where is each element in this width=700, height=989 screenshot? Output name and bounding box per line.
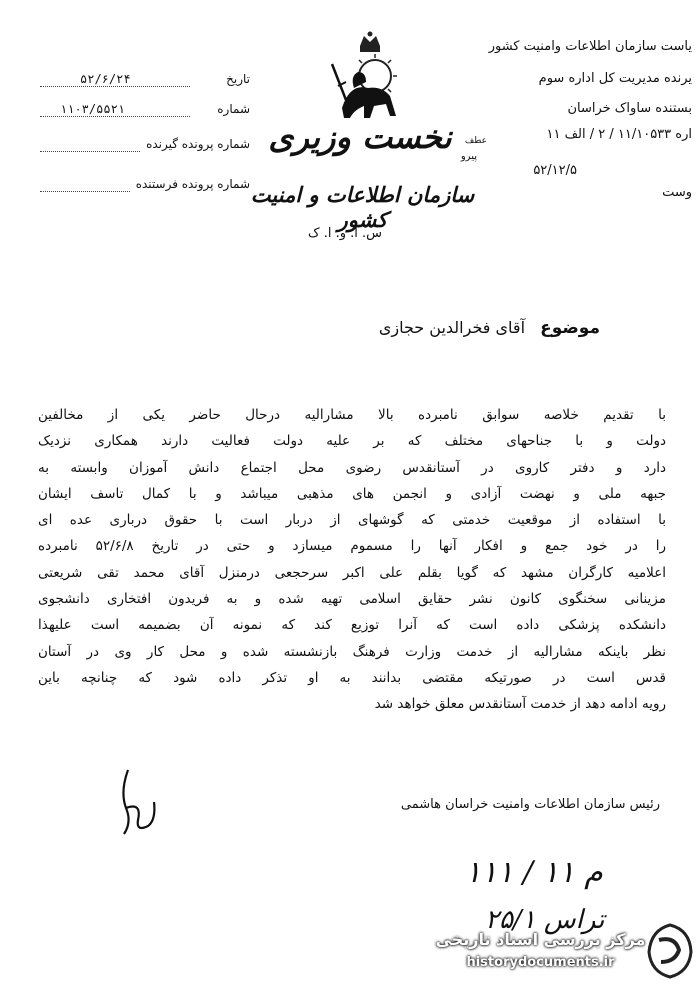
body-line: دولت و با جناحهای مختلف که بر علیه دولت فعالیت دارند همکاری نزدیک <box>38 433 666 450</box>
receiver-file-label: شماره پرونده گیرنده <box>146 137 250 151</box>
body-line: رویه ادامه دهد از خدمت آستانقدس معلق خواهد شد <box>374 696 666 713</box>
reference-block <box>40 72 250 202</box>
body-line: با تقدیم خلاصه سوابق نامبرده بالا مشارالیه درحال حاضر یکی از مخالفین <box>38 407 666 423</box>
body-line: نظر باینکه مشارالیه از خدمت وزارت فرهنگ بازنشسته شده و محل کار وی در آستان <box>38 643 666 660</box>
body-line: را در خود جمع و افکار آنها را مسموم میسازد و حتی در تاریخ ۵۲/۶/۸ نامبرده <box>38 538 666 555</box>
header-line-5-label: وست <box>662 185 692 200</box>
header-line-1: یاست سازمان اطلاعات وامنیت کشور <box>488 39 692 54</box>
subject-text: آقای فخرالدین حجازی <box>378 318 526 337</box>
header-line-2: یرنده مدیریت کل اداره سوم <box>538 71 692 86</box>
organization-code: س. ا. و. ا. ک <box>307 226 383 241</box>
sender-file-label: شماره پرونده فرستنده <box>135 177 250 191</box>
header-note-peyro: پیرو <box>460 151 477 162</box>
subject-label: موضوع <box>540 318 600 338</box>
watermark-logo-icon <box>645 922 695 980</box>
body-line: جبهه ملی و نهضت آزادی و انجمن های مذهبی میباشد و با کمال تاسف ایشان <box>38 485 666 502</box>
number-row <box>40 102 250 120</box>
subject-line <box>100 318 600 338</box>
handwritten-note-bottom-text: ۲۵/۱ تراس <box>485 905 605 935</box>
ministry-title: نخست وزیری <box>268 118 452 156</box>
organization-title: سازمان اطلاعات و امنیت کشور <box>250 182 475 232</box>
header-note-atf: عطف <box>464 136 487 146</box>
header-line-3: بستنده ساواک خراسان <box>567 101 692 116</box>
header-line-4: اره ۱۱/۱۰۵۳۳ / ۲ / الف ۱۱ <box>546 127 692 142</box>
handwritten-note-top <box>465 855 625 905</box>
body-line: قدس است در صورتیکه مقتضی بدانند به او تذکر داده شود که چنانچه باین <box>38 669 666 686</box>
watermark-title: مرکز بررسی اسناد تاریخی <box>435 930 646 949</box>
sender-row <box>40 177 250 195</box>
watermark-url: historydocuments.ir <box>466 955 615 970</box>
handwritten-note-top-text: ۱۱۱ / ۱۱ م <box>465 855 603 890</box>
handwritten-signature <box>98 762 178 842</box>
body-line: با استفاده از موقعیت خدمتی که گوشهای از دربار است با حقوق درباری عده ای <box>38 512 666 529</box>
body-line: مزینانی سخنگوی کانون نشر حقایق اسلامی تهیه شده و به فریدون افتخاری دانشجوی <box>38 591 666 608</box>
date-value: ۵۲/۶/۲۴ <box>80 72 131 86</box>
letter-body <box>38 402 666 718</box>
header-date-value: ۵۲/۱۲/۵ <box>533 163 577 178</box>
date-row <box>40 72 250 90</box>
signatory-line: رئیس سازمان اطلاعات وامنیت خراسان هاشمی <box>400 797 660 812</box>
body-line: دانشکده پزشکی داده است که آنرا توزیع کند که نمونه آن بضمیمه است علیهذا <box>38 617 666 634</box>
sender-header <box>392 30 692 200</box>
body-line: دارد و دفتر کاروی در آستانقدس رضوی محل اجتماع دانش آموزان وابسته به <box>38 459 666 476</box>
body-line: اعلامیه کارگران مشهد که گویا بقلم علی اکبر سرحجعی درمنزل آقای محمد تقی شریعتی <box>38 564 666 581</box>
lion-and-sun-emblem <box>320 28 420 128</box>
number-label: شماره <box>217 102 250 116</box>
date-label: تاریخ <box>226 72 250 86</box>
receiver-row <box>40 137 250 155</box>
number-value: ۱۱۰۳/۵۵۲۱ <box>60 102 126 116</box>
